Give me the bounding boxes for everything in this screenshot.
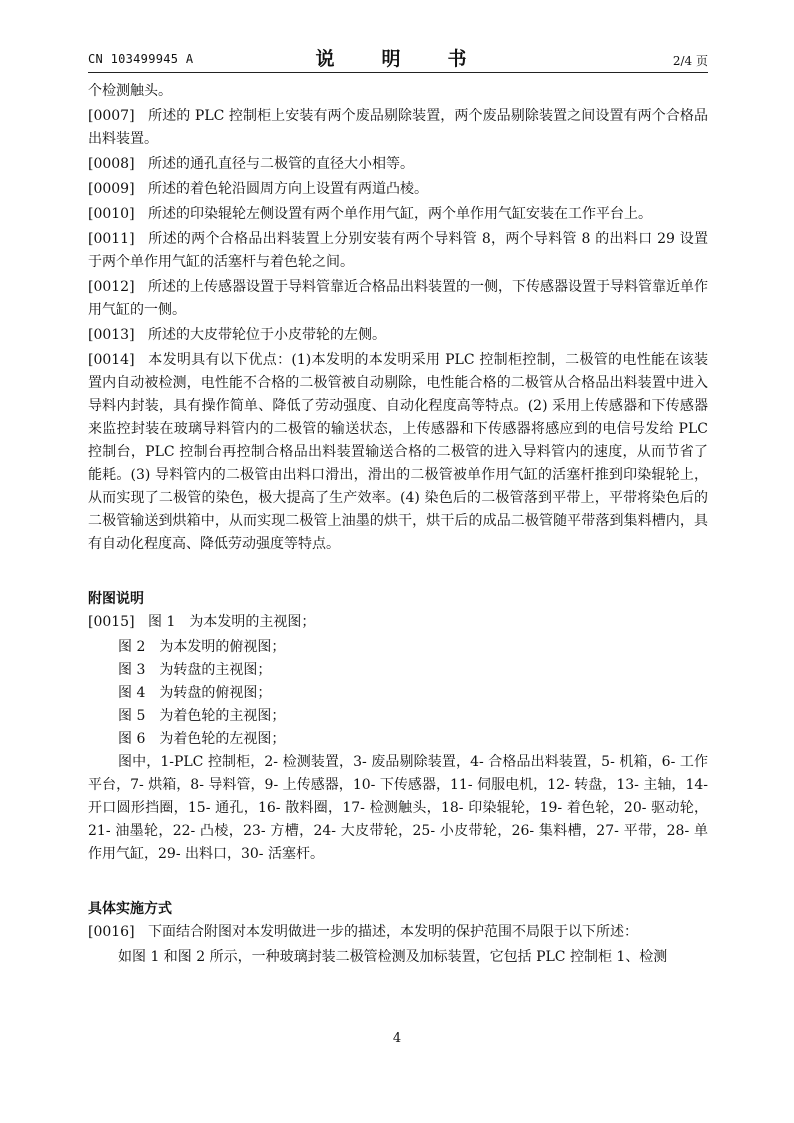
paragraph-0015 <box>88 611 708 634</box>
header-rule <box>88 72 708 73</box>
paragraph-number: [0013] <box>88 327 135 343</box>
paragraph-text: 所述的通孔直径与二极管的直径大小相等。 <box>148 156 414 172</box>
figure-item: 图 5 为着色轮的主视图； <box>118 708 286 724</box>
paragraph-0008 <box>88 153 708 176</box>
page-indicator: 2/4 页 <box>672 54 708 68</box>
section-title-implementation: 具体实施方式 <box>88 901 172 917</box>
paragraph-text: 本发明具有以下优点：(1)本发明的本发明采用 PLC 控制柜控制，二极管的电性能在该装置内自动被检测，电性能不合格的二极管被自动剔除，电性能合格的二极管从合格品出料装置中进入导料内封装，具有操作简单、降低了劳动强度、自动化程度高等特点。(2) 采用上传感器和下传感器来监控封装在玻璃导料管内的二极管的输送状态，上传感器和下传感器将感应到的电信号发给 PLC 控制台，PLC 控制台再控制合格品出料装置输送合格的二极管的进入导料管内的速度，从而节省了能耗。(3) 导料管内的二极管由出料口滑出，滑出的二极管被单作用气缸的活塞杆推到印染辊轮上，从而实现了二极管的染色，极大提高了生产效率。(4) 染色后的二极管落到平带上，平带将染色后的二极管输送到烘箱中，从而实现二极管上油墨的烘干，烘干后的成品二极管随平带落到集料槽内，具有自动化程度高、降低劳动强度等特点。 <box>88 352 708 552</box>
paragraph-number: [0015] <box>88 614 135 630</box>
section-title-figures: 附图说明 <box>88 591 144 607</box>
figure-item: 图 6 为着色轮的左视图； <box>118 731 286 747</box>
paragraph-continuation: 如图 1 和图 2 所示，一种玻璃封装二极管检测及加标装置，它包括 PLC 控制柜 1、检测 <box>118 949 668 965</box>
page-header <box>88 42 708 72</box>
paragraph-text: 所述的 PLC 控制柜上安装有两个废品剔除装置，两个废品剔除装置之间设置有两个合格品出料装置。 <box>88 108 708 147</box>
paragraph-number: [0011] <box>88 231 135 247</box>
paragraph-text: 所述的上传感器设置于导料管靠近合格品出料装置的一侧，下传感器设置于导料管靠近单作用气缸的一侧。 <box>88 279 708 318</box>
paragraph-number: [0007] <box>88 108 135 124</box>
paragraph-0014 <box>88 349 708 556</box>
figure-item: 图 4 为转盘的俯视图； <box>118 685 272 701</box>
paragraph-0010 <box>88 203 708 226</box>
paragraph-text: 所述的着色轮沿圆周方向上设置有两道凸棱。 <box>148 181 428 197</box>
figure-item: 图 2 为本发明的俯视图； <box>118 639 286 655</box>
paragraph-text: 所述的两个合格品出料装置上分别安装有两个导料管 8，两个导料管 8 的出料口 29 设置于两个单作用气缸的活塞杆与着色轮之间。 <box>88 231 708 270</box>
paragraph-0012 <box>88 276 708 322</box>
continuation-line: 个检测触头。 <box>88 83 172 99</box>
paragraph-number: [0014] <box>88 352 135 368</box>
paragraph-0011 <box>88 228 708 274</box>
document-body <box>88 80 708 969</box>
figure-item: 图 3 为转盘的主视图； <box>118 662 272 678</box>
page-number: 4 <box>392 1031 402 1046</box>
figure-item: 图 1 为本发明的主视图； <box>148 614 316 630</box>
paragraph-number: [0012] <box>88 279 135 295</box>
paragraph-0009 <box>88 178 708 201</box>
paragraph-text: 所述的印染辊轮左侧设置有两个单作用气缸，两个单作用气缸安装在工作平台上。 <box>148 206 652 222</box>
figure-legend: 图中，1-PLC 控制柜，2- 检测装置，3- 废品剔除装置，4- 合格品出料装置，5- 机箱，6- 工作平台，7- 烘箱，8- 导料管，9- 上传感器，10- 下传感器，11- 伺服电机，12- 转盘，13- 主轴，14- 开口圆形挡圈，15- 通孔，16- 散料圈，17- 检测触头，18- 印染辊轮，19- 着色轮，20- 驱动轮，21- 油墨轮，22- 凸棱，23- 方槽，24- 大皮带轮，25- 小皮带轮，26- 集料槽，27- 平带，28- 单作用气缸，29- 出料口，30- 活塞杆。 <box>88 754 709 862</box>
paragraph-text: 所述的大皮带轮位于小皮带轮的左侧。 <box>148 327 386 343</box>
paragraph-number: [0010] <box>88 206 135 222</box>
paragraph-text: 下面结合附图对本发明做进一步的描述，本发明的保护范围不局限于以下所述： <box>148 924 638 940</box>
paragraph-0016 <box>88 921 708 944</box>
patent-number: CN 103499945 A <box>88 52 194 66</box>
paragraph-0007 <box>88 105 708 151</box>
document-title: 说 明 书 <box>315 48 481 70</box>
paragraph-number: [0016] <box>88 924 135 940</box>
paragraph-number: [0009] <box>88 181 135 197</box>
paragraph-0013 <box>88 324 708 347</box>
paragraph-number: [0008] <box>88 156 135 172</box>
